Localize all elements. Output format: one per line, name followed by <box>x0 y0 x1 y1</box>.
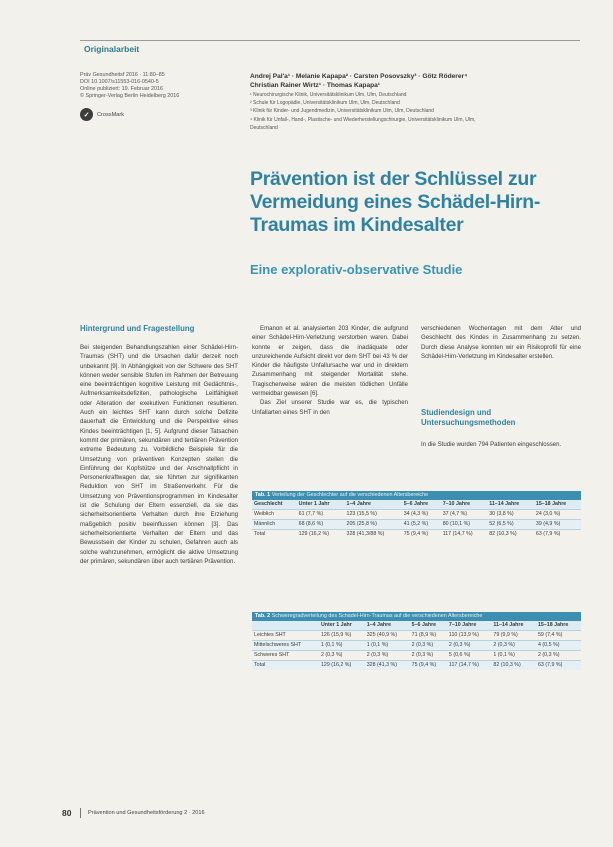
meta-online: Online publiziert: 19. Februar 2016 <box>80 86 164 92</box>
table-cell: 2 (0,3 %) <box>410 651 447 661</box>
table-caption <box>252 491 581 500</box>
table-cell: 4 (0,5 %) <box>536 641 581 651</box>
table-cell: 1 (0,1 %) <box>365 641 410 651</box>
table-cell: 30 (3,8 %) <box>487 510 534 520</box>
table-cell: 63 (7,9 %) <box>534 530 581 540</box>
table-cell: Total <box>252 661 319 671</box>
table-cell: 1 (0,1 %) <box>491 651 536 661</box>
journal-footer: Prävention und Gesundheitsförderung 2 · 2016 <box>88 810 205 816</box>
table-caption <box>252 612 581 621</box>
table-cell: 1 (0,1 %) <box>319 641 365 651</box>
data-table <box>252 621 581 670</box>
article-title: Prävention ist der Schlüssel zur Vermeidung eines Schädel-Hirn-Traumas im Kindesalter <box>250 168 541 236</box>
column-header: 1–4 Jahre <box>345 500 402 510</box>
table-cell: 52 (6,5 %) <box>487 520 534 530</box>
table-cell: 82 (10,3 %) <box>491 661 536 671</box>
table-cell: Leichtes SHT <box>252 631 319 641</box>
table-row <box>252 530 581 540</box>
table-cell: 2 (0,3 %) <box>447 641 491 651</box>
table-cell: 123 (15,5 %) <box>345 510 402 520</box>
page-number: 80 <box>62 808 72 818</box>
table-row <box>252 651 581 661</box>
table-cell: 75 (9,4 %) <box>410 661 447 671</box>
paragraph: In die Studie wurden 794 Patienten eingeschlossen. <box>421 441 562 448</box>
table-row <box>252 661 581 671</box>
table-cell: 110 (13,9 %) <box>447 631 491 641</box>
table-cell: 328 (41,3/88 %) <box>345 530 402 540</box>
table-cell: Total <box>252 530 297 540</box>
column-header: Unter 1 Jahr <box>319 621 365 631</box>
table-cell: 205 (25,8 %) <box>345 520 402 530</box>
table-cell: 2 (0,3 %) <box>536 651 581 661</box>
body-column-3 <box>421 324 581 361</box>
table-cell: 71 (8,9 %) <box>410 631 447 641</box>
table-cell: 129 (16,2 %) <box>297 530 345 540</box>
footer-rule <box>80 808 81 818</box>
table-row <box>252 520 581 530</box>
table-cell: Mittelschweres SHT <box>252 641 319 651</box>
meta-copyright: © Springer-Verlag Berlin Heidelberg 2016 <box>80 93 180 99</box>
meta-doi[interactable]: DOI 10.1007/s11553-016-0540-5 <box>80 79 159 85</box>
crossmark-badge[interactable] <box>80 108 124 121</box>
column-header: 15–18 Jahre <box>534 500 581 510</box>
data-table <box>252 500 581 539</box>
affiliation: ³ Klinik für Kinder- und Jugendmedizin, Universitätsklinikum Ulm, Ulm, Deutschland <box>250 108 434 115</box>
table-1 <box>252 491 581 539</box>
column-header: Unter 1 Jahr <box>297 500 345 510</box>
paragraph: Emanon et al. analysierten 203 Kinder, die aufgrund einer Schädel-Hirn-Verletzung verstorben waren. Dabei konnte er zeigen, dass die inadäquate oder unzureichende Aufsicht direkt vor dem SHT bei 43 % der Kinder die häufigste Unfallursache war und in direktem Zusammenhang mit steigender Mortalität stehe. Tragischerweise wären die meisten tödlichen Unfälle vermeidbar gewesen [6]. <box>252 325 408 398</box>
table-row <box>252 510 581 520</box>
table-cell: 2 (0,3 %) <box>491 641 536 651</box>
table-row <box>252 641 581 651</box>
crossmark-label: CrossMark <box>97 111 125 118</box>
table-cell: 39 (4,9 %) <box>534 520 581 530</box>
affiliation: ⁴ Klinik für Unfall-, Hand-, Plastische- und Wiederherstellungschirurgie, Universitätsklinikum Ulm, Ulm, <box>250 116 476 123</box>
table-cell: 126 (15,9 %) <box>319 631 365 641</box>
column-header: 5–6 Jahre <box>410 621 447 631</box>
table-cell: 117 (14,7 %) <box>447 661 491 671</box>
header-rule <box>80 40 580 41</box>
body-column-2 <box>252 324 408 417</box>
affiliation: Deutschland <box>250 124 278 131</box>
table-cell: 2 (0,3 %) <box>410 641 447 651</box>
table-cell: 325 (40,9 %) <box>365 631 410 641</box>
table-cell: 129 (16,2 %) <box>319 661 365 671</box>
table-label: Tab. 2 <box>255 613 271 619</box>
table-cell: 2 (0,3 %) <box>365 651 410 661</box>
table-cell: Schweres SHT <box>252 651 319 661</box>
table-cell: 63 (7,9 %) <box>536 661 581 671</box>
table-cell: 328 (41,3 %) <box>365 661 410 671</box>
author-list <box>250 72 580 90</box>
article-subtitle: Eine explorativ-observative Studie <box>250 262 463 277</box>
table-row <box>252 631 581 641</box>
paragraph: Bei steigenden Behandlungszahlen einer Schädel-Hirn-Traumas (SHT) und die Ursachen dafür derzeit noch unbekannt [9]. In Abhängigkeit von der Schwere des SHT können weder sensible Stufen im Rahmen der Betreuung eine beeinträchtigen kognitive Leistung mit Gedächtnis-, Aufmerksamkeitsdefiziten, pathologische Leitfähigkeit oder Alteration der exekutiven Funktionen resultieren. Auch ein leichtes SHT kann durch solche Defizite dauerhaft die Entwicklung und die Perspektive eines Kindes beeinträchtigen [1, 5]. Aufgrund dieser Tatsachen kommt der primären, sekundären und tertiären Prävention extreme Bedeutung zu. Vorbildliche Beispiele für die Umsetzung von präventiven Konzepten stellen die Einführung der Kopfstütze und der Anschnallpflicht in Personenkraftwagen dar, sie führten zur signifikanten Reduktion von SHT im Straßenverkehr. Für die Umsetzung von Präventionsprogrammen im Kindesalter ist die Schulung der Eltern essenziell, da sie das sicherheitsorientierte Verhalten durch ihre Erziehung maßgeblich positiv beeinflussen können [3]. Das sicherheitsorientierte Verhalten der Eltern und das Bewusstsein der Kinder zu schulen, Gefahren auch als solche wahrzunehmen, ermöglicht die aktive Umsetzung der primären, sekundären über auch tertiären Prävention. <box>80 344 238 565</box>
column-header: 5–6 Jahre <box>402 500 441 510</box>
table-cell: 41 (5,2 %) <box>402 520 441 530</box>
table-caption-text: Schweregradverteilung des Schädel-Hirn-Traumas auf die verschiedenen Altersbereiche <box>271 613 483 619</box>
column-header: 11–14 Jahre <box>491 621 536 631</box>
table-header-row <box>252 500 581 510</box>
table-cell: Männlich <box>252 520 297 530</box>
affiliation: ² Schule für Logopädie, Universitätsklinikum Ulm, Ulm, Deutschland <box>250 100 400 107</box>
paragraph: Das Ziel unserer Studie war es, die typischen Unfallarten eines SHT in den <box>252 399 408 416</box>
table-cell: 79 (9,9 %) <box>491 631 536 641</box>
crossmark-icon: ✓ <box>80 108 93 121</box>
table-cell: 117 (14,7 %) <box>441 530 488 540</box>
article-metadata <box>80 72 240 100</box>
author-line-2: Christian Rainer Wirtz¹ · Thomas Kapapa¹ <box>250 82 381 89</box>
table-header-row <box>252 621 581 631</box>
table-cell: 59 (7,4 %) <box>536 631 581 641</box>
column-header: 1–4 Jahre <box>365 621 410 631</box>
table-cell: 37 (4,7 %) <box>441 510 488 520</box>
column-header <box>252 621 319 631</box>
column-header: 15–18 Jahre <box>536 621 581 631</box>
table-cell: 24 (3,0 %) <box>534 510 581 520</box>
table-cell: 82 (10,3 %) <box>487 530 534 540</box>
table-cell: 68 (8,6 %) <box>297 520 345 530</box>
affiliation: ¹ Neurochirurgische Klinik, Universitätsklinikum Ulm, Ulm, Deutschland <box>250 92 407 98</box>
table-2 <box>252 612 581 670</box>
paragraph: verschiedenen Wochentagen mit dem Alter und Geschlecht des Kindes in Zusammenhang zu setzen. Durch diese Analyse konnten wir ein Risikoprofil für eine Schädel-Hirn-Verletzung im Kindesalter erstellen. <box>421 325 581 360</box>
column-header: Geschlecht <box>252 500 297 510</box>
column-header: 11–14 Jahre <box>487 500 534 510</box>
table-cell: 34 (4,3 %) <box>402 510 441 520</box>
section-heading: Studiendesign und Untersuchungsmethoden <box>421 408 516 427</box>
table-caption-text: Verteilung der Geschlechter auf die verschiedenen Altersbereiche <box>271 492 429 498</box>
column-header: 7–10 Jahre <box>441 500 488 510</box>
table-label: Tab. 1 <box>255 492 271 498</box>
table-cell: 75 (9,4 %) <box>402 530 441 540</box>
table-cell: 2 (0,3 %) <box>319 651 365 661</box>
affiliations <box>250 91 580 132</box>
author-line-1: Andrej Pal'a¹ · Melanie Kapapa² · Carsten Posovszky³ · Götz Röderer⁴ <box>250 73 468 80</box>
section-label: Originalarbeit <box>84 44 140 54</box>
meta-citation: Präv Gesundheitsf 2016 · 11:80–85 <box>80 72 165 78</box>
table-cell: 61 (7,7 %) <box>297 510 345 520</box>
table-cell: Weiblich <box>252 510 297 520</box>
body-column-1 <box>80 324 238 566</box>
table-cell: 5 (0,6 %) <box>447 651 491 661</box>
column-header: 7–10 Jahre <box>447 621 491 631</box>
section-heading: Hintergrund und Fragestellung <box>80 324 195 333</box>
table-cell: 80 (10,1 %) <box>441 520 488 530</box>
